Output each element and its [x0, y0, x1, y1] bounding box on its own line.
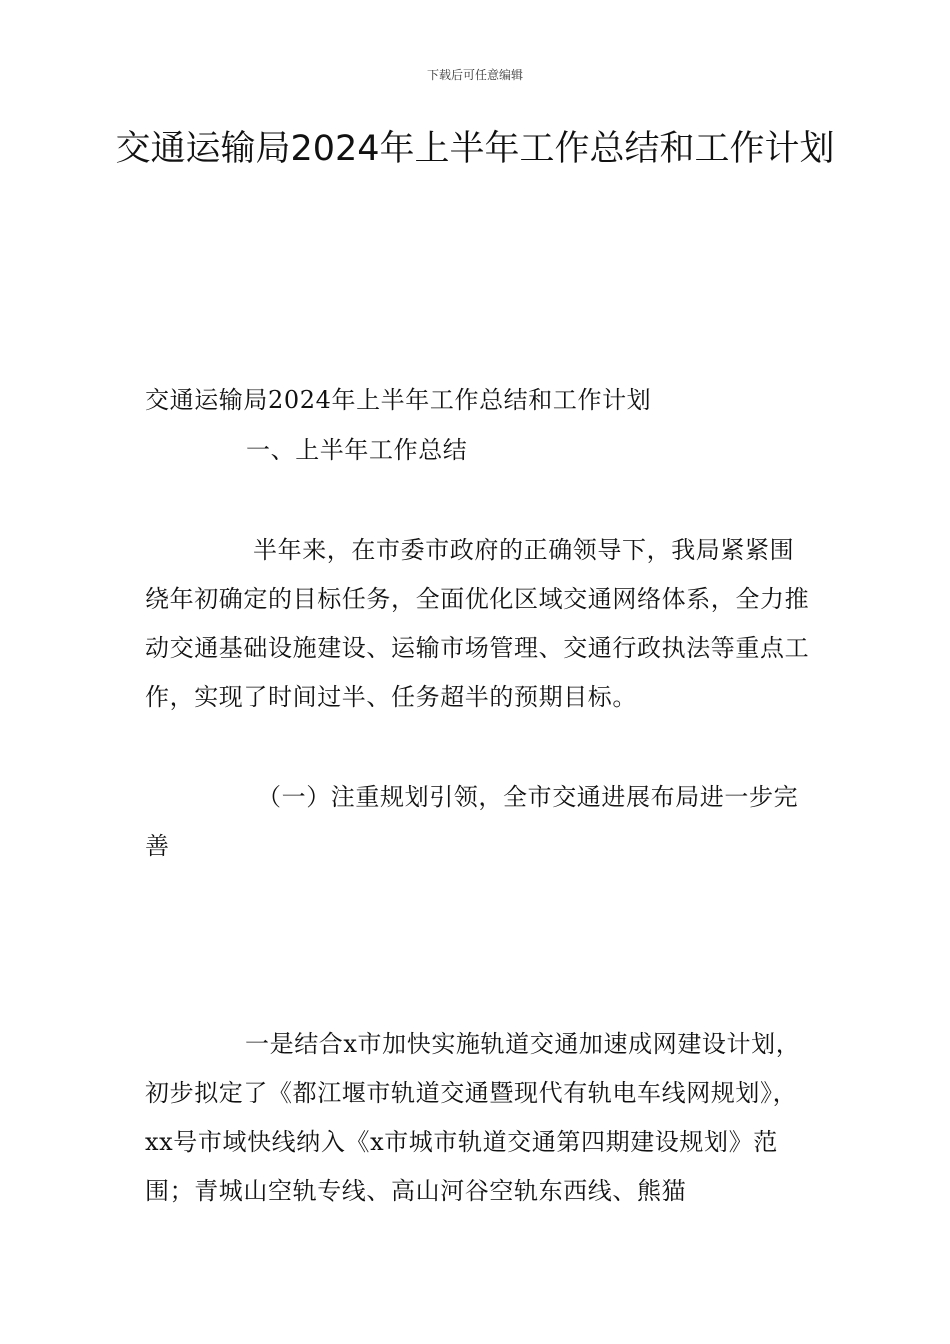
- section-heading: 一、上半年工作总结: [246, 436, 468, 464]
- body-paragraph: 半年来，在市委市政府的正确领导下，我局紧紧围绕年初确定的目标任务，全面优化区域交通网络体系，全力推动交通基础设施建设、运输市场管理、交通行政执法等重点工作，实现了时间过半、任务超半的预期目标。: [145, 536, 810, 711]
- subsection-heading: （一）注重规划引领，全市交通进展布局进一步完善: [145, 783, 799, 860]
- document-title: 交通运输局2024年上半年工作总结和工作计划: [115, 129, 835, 169]
- document-subtitle: 交通运输局2024年上半年工作总结和工作计划: [145, 386, 652, 414]
- body-paragraph: 一是结合x市加快实施轨道交通加速成网建设计划，初步拟定了《都江堰市轨道交通暨现代有轨电车线网规划》，xx号市域快线纳入《x市城市轨道交通第四期建设规划》范围；青城山空轨专线、高山河谷空轨东西线、熊猫: [145, 1030, 801, 1205]
- header-note: 下载后可任意编辑: [426, 68, 523, 82]
